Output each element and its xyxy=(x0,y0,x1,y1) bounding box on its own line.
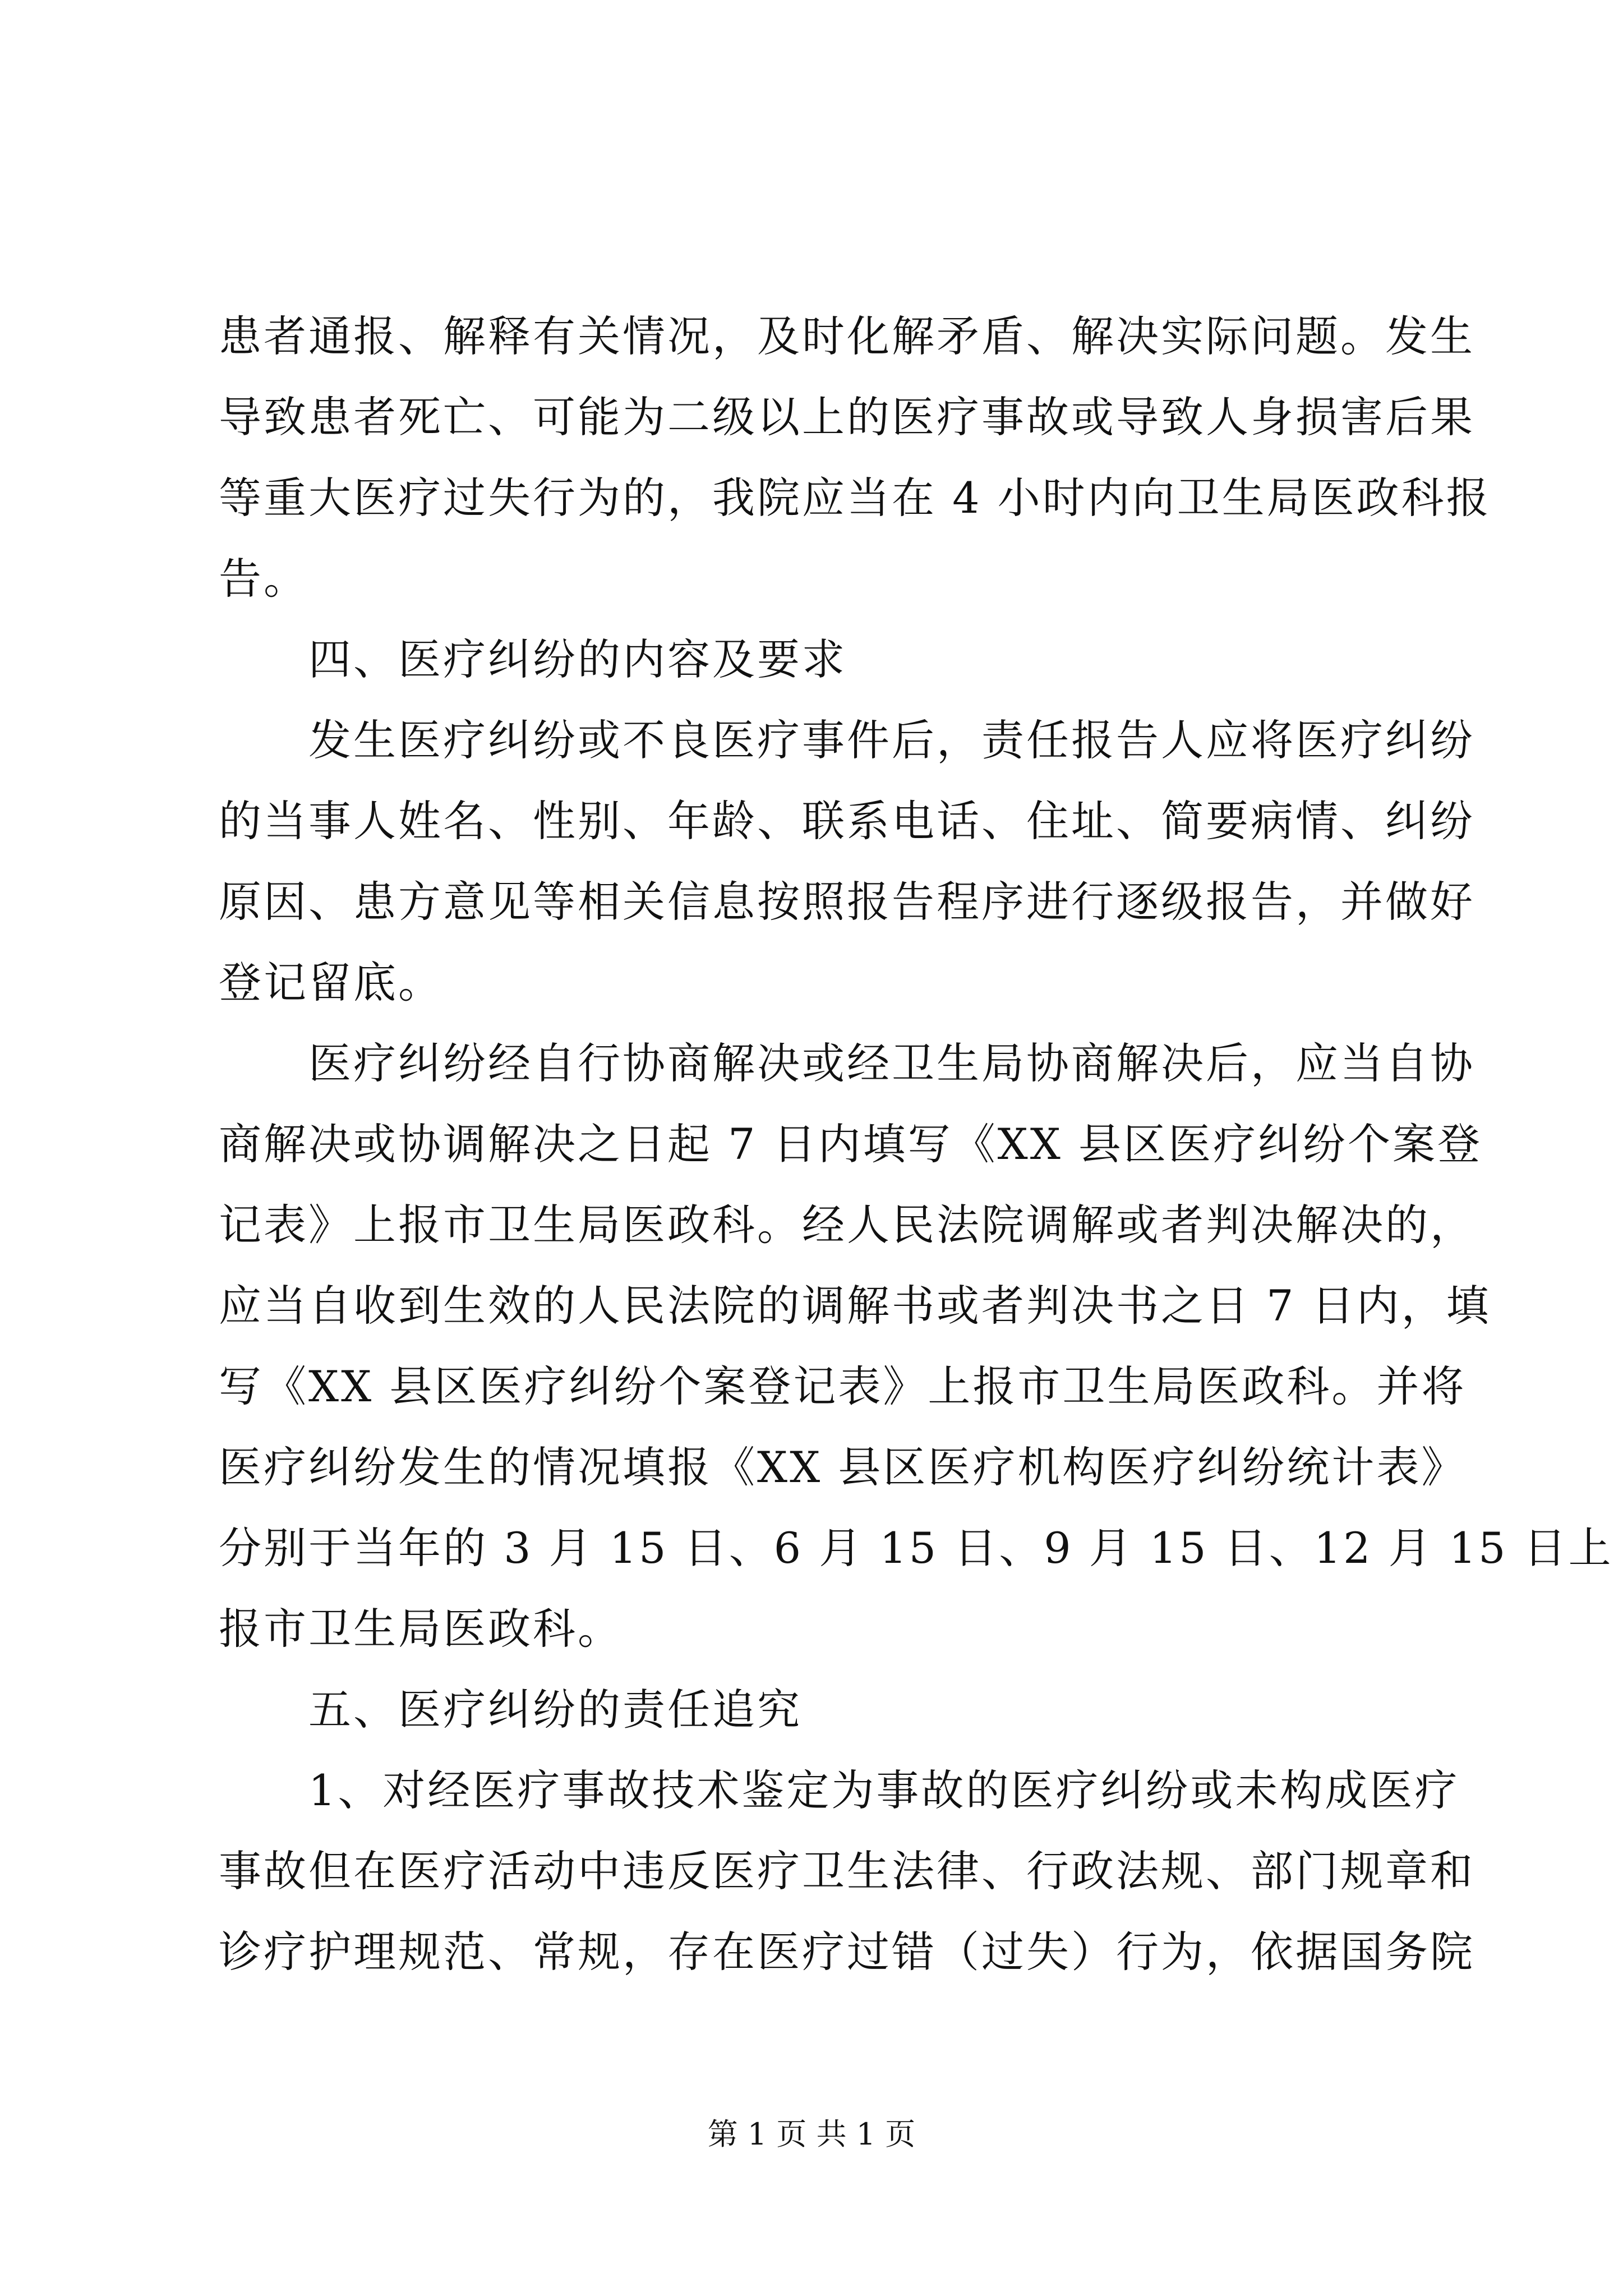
text-line: 报市卫生局医政科。 xyxy=(219,1604,623,1654)
text-line: 写《XX 县区医疗纠纷个案登记表》上报市卫生局医政科。并将 xyxy=(219,1361,1467,1411)
text-line: 登记留底。 xyxy=(219,958,443,1007)
text-line: 记表》上报市卫生局医政科。经人民法院调解或者判决解决的， xyxy=(219,1200,1475,1250)
text-line: 患者通报、解释有关情况，及时化解矛盾、解决实际问题。发生 xyxy=(219,311,1475,361)
text-line: 应当自收到生效的人民法院的调解书或者判决书之日 7 日内，填 xyxy=(219,1281,1491,1331)
document-body xyxy=(219,296,1613,1993)
text-line: 原因、患方意见等相关信息按照报告程序进行逐级报告，并做好 xyxy=(219,877,1475,927)
text-line: 医疗纠纷发生的情况填报《XX 县区医疗机构医疗纠纷统计表》 xyxy=(219,1442,1467,1492)
text-line: 诊疗护理规范、常规，存在医疗过错（过失）行为，依据国务院 xyxy=(219,1927,1475,1977)
text-line: 分别于当年的 3 月 15 日、6 月 15 日、9 月 15 日、12 月 15 日上 xyxy=(219,1523,1613,1573)
text-line: 告。 xyxy=(219,554,308,604)
section-heading: 五、医疗纠纷的责任追究 xyxy=(308,1685,802,1734)
text-line: 商解决或协调解决之日起 7 日内填写《XX 县区医疗纠纷个案登 xyxy=(219,1119,1483,1169)
text-line: 事故但在医疗活动中违反医疗卫生法律、行政法规、部门规章和 xyxy=(219,1846,1475,1896)
paragraph-first-line: 1、对经医疗事故技术鉴定为事故的医疗纠纷或未构成医疗 xyxy=(308,1765,1460,1815)
text-line: 导致患者死亡、可能为二级以上的医疗事故或导致人身损害后果 xyxy=(219,392,1475,442)
paragraph-first-line: 发生医疗纠纷或不良医疗事件后，责任报告人应将医疗纠纷 xyxy=(308,715,1475,765)
page-number-footer: 第 1 页 共 1 页 xyxy=(707,2116,916,2152)
section-heading: 四、医疗纠纷的内容及要求 xyxy=(308,634,847,684)
text-line: 等重大医疗过失行为的，我院应当在 4 小时内向卫生局医政科报 xyxy=(219,473,1491,523)
text-line: 的当事人姓名、性别、年龄、联系电话、住址、简要病情、纠纷 xyxy=(219,796,1475,846)
paragraph-first-line: 医疗纠纷经自行协商解决或经卫生局协商解决后，应当自协 xyxy=(308,1038,1475,1088)
